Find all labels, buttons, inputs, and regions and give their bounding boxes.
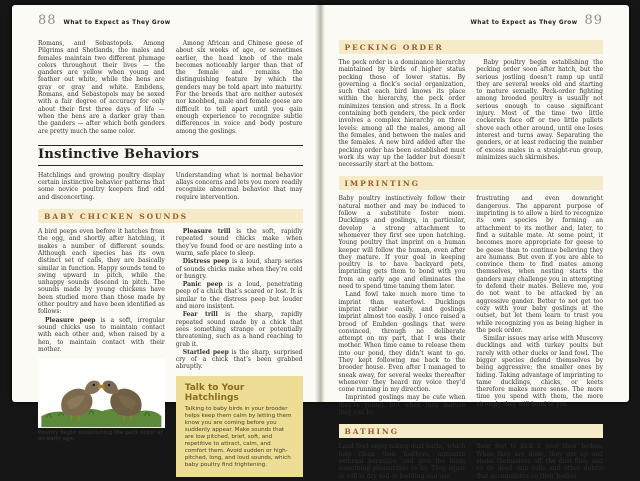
pecking-order-columns [339,59,604,169]
callout-title: Talk to Your Hatchlings [184,382,245,403]
paragraph: Baby poultry begin establishing the pecking order soon after hatch, but the serious jostling doesn’t ramp up until they are several weeks old and starting to mature sexually. Peck-order fighting among brooded poultry is usually not serious enough to cause significant injury. Most of the time two little cockerels face off or two little pullets shove each other around, until one loses interest and turns away. Separating the genders, or at least reducing the number of excess males in a straight-run group, minimizes such skirmishes. [476,59,603,161]
section-intro-columns [38,172,303,202]
sound-term: Pleasure peep [45,316,96,324]
column [38,172,165,202]
paragraph: Similar issues may arise with Muscovy ducklings and with turkey poults but rarely with other ducks or land fowl. The bigger species defend themselves by being aggressive; the smaller ones by hiding. Taking advantage of imprinting to tame ducklings, chicks, or keets therefore makes more sense. The more time you spend with them, the more strongly they will bond to you. [476,335,603,408]
paragraph: Among African and Chinese geese of about six weeks of age, or sometimes earlier, the head knob of the male becomes noticeably larger than that of the female and remains the distinguishing feature by which the genders may be told apart into maturity. For the breeds that are neither autosex nor knobbed, male and female geese are difficult to tell apart until you gain enough experience to recognize subtle differences in voice and body posture among the goslings. [175,40,303,135]
page-number: 88 [38,13,57,28]
column [38,228,165,477]
paragraph: Imprinted goslings may be cute when they’re young, but when they mature they can be [338,394,466,417]
sound-def-text: is the sharp, surprised cry of a chick that’s been grabbed abruptly. [175,348,303,371]
sound-def-text: is the sharp, rapidly repeated sound made by a chick that sees something strange or potentially threatening, such as a hand reaching to grab it. [175,311,303,348]
page-88 [12,5,315,468]
paragraph: Hatchlings and growing poultry display certain instinctive behavior patterns that some novice poultry keepers find odd and disconcerting. [38,171,165,201]
sound-term: Distress peep [182,258,230,266]
subsection-bar-bathing: BATHING [339,424,604,438]
photo-caption: Poultry begin establishing the peck order at an early age. [38,430,163,443]
paragraph: The peck order is a dominance hierarchy maintained by birds of higher status pecking those of lower status. By governing a flock’s social organization, such that each bird knows its place within the hierarchy, the peck order minimizes tension and stress. In a flock containing both genders, the peck order involves a complex hierarchy on three levels: among all the males, among all the females, and between the males and the females. A new bird added after the pecking order has been established must work its way up the ladder but doesn’t necessarily start at the bottom. [338,59,466,169]
column [176,228,303,477]
sound-term: Panic peep [182,281,223,289]
section-heading-rule [38,145,303,166]
page-89 [325,5,630,480]
sound-term: Pleasure trill [182,228,231,236]
sound-definition [176,311,303,347]
paragraph: their feet to kick it over their bodies. When they are done, they get up and shake themselves off, the dust flies, and so do dead skin cells and other debris that accumulates on their bodies. [476,443,603,480]
paragraph: Land fowl take much more time to imprint than waterfowl. Ducklings imprint rather easily, and goslings imprint almost too easily. I once raised a brood of Embden goslings that were convinced, through no deliberate attempt on my part, that I was their mother. When time came to release them into our pond, they didn’t want to go. They kept following me back to the brooder house. Even after I managed to sneak away, for several weeks thereafter whenever they heard my voice they’d come running in my direction. [338,291,466,394]
column [476,443,603,480]
callout-body: Talking to baby birds in your brooder helps keep them calm by letting them know you are coming before you suddenly appear. Make sounds that are low pitched, brief, soft, and repetitive to attract, calm, and comfort them. Avoid sudden or high-pitched, long, and loud sounds, which baby poultry find frightening. [184,405,292,468]
sound-def-text: is a loud, sharp series of sounds chicks make when they’re cold or hungry. [175,258,303,280]
paragraph: Understanding what is normal behavior allays concerns and lets you more readily recognize abnormal behavior that may require intervention. [175,171,303,201]
subsection-bar-imprinting: IMPRINTING [339,176,604,190]
paragraph: Baby poultry instinctively follow their natural mother and may be induced to follow a substitute foster mom. Ducklings and goslings, in particular, develop a strong attachment to whomever they first see upon hatching. Young poultry that imprint on a human keeper will follow the human, even after they mature. If your goal in keeping poultry is to have backyard pets, imprinting gets them to bond with you from an early age and eliminates the need to spend time taming them later. [338,195,466,291]
subsection-bar-pecking-order: PECKING ORDER [339,40,604,54]
sound-definition [176,281,303,310]
sound-term: Startled peep [182,348,229,356]
bathing-columns [339,443,604,480]
sound-term: Fear trill [182,311,218,319]
sound-def-text: is a loud, penetrating peep of a chick that’s scared or lost. It is similar to the distress peep but louder and more insistent. [175,281,303,311]
column [339,195,466,417]
running-head-left [38,14,303,27]
column [176,172,303,202]
column [339,59,466,169]
column [476,59,603,169]
subsection-bar-baby-chicken-sounds: BABY CHICKEN SOUNDS [38,209,303,223]
open-book [12,5,629,480]
sound-definition [176,349,303,371]
column [176,40,303,136]
sounds-columns [38,228,303,477]
callout-talk-to-your-hatchlings [176,376,303,477]
imprinting-columns [339,195,604,417]
page-number: 89 [584,13,603,28]
running-head-title: What to Expect as They Grow [470,20,578,26]
sound-definition [176,258,303,280]
paragraph: A bird peeps even before it hatches from the egg, and shortly after hatching, it makes a number of different sounds. Although each species has its own distinct set of calls, they are basically similar in function. Happy sounds tend to swing upward in pitch, while the unhappy sounds descend in pitch. The sounds made by young chickens have been studied more than those made by other poultry and have been identified as follows: [38,228,165,316]
column [339,443,466,480]
section-title: Instinctive Behaviors [38,146,200,162]
running-head-title: What to Expect as They Grow [63,20,171,26]
page-gutter [315,5,325,402]
ducklings-figure [38,358,165,442]
column [476,195,603,417]
sound-def-text: is the soft, rapidly repeated sound chicks make when they’ve found food or are nestling into a warm, safe place to sleep. [175,228,303,257]
paragraph: frustrating and even downright dangerous. The apparent purpose of imprinting is to allow a bird to recognize its own species by forming an attachment to its mother and, later, to find a suitable mate. At some point, it becomes more appropriate for geese to be geese than to continue believing they are humans. But even if you are able to convince them to find mates among themselves, when nesting starts the ganders may challenge you in attempting to defend their mates. Believe me, you do not want to be attacked by an aggressive gander. Better to not get too cozy with your baby goslings at the outset, but let them learn to trust you while recognizing you as being higher in the peck order. [476,195,603,334]
intro-columns [38,40,303,136]
ducklings-photo [38,358,165,428]
sound-def-text: is a soft, irregular sound chicks use to maintain contact with each other and, when raised by a hen, to maintain contact with their mother. [38,316,165,353]
column [38,40,165,136]
paragraph: Romans, and Sebastopols. Among Pilgrims and Shetlands, the males and females maintain two different plumage colors throughout their lives — the ganders are yellow when young and feather out white, while the hens are gray or gray and white. Embdens, Romans, and Sebastopols may be sexed with a fair degree of accuracy for only about their first three days of life — when the hens are a darker gray than the ganders — after which both genders are pretty much the same color. [38,40,165,135]
running-head-right [339,14,604,27]
sound-definition [176,228,303,257]
sound-definition [38,317,165,353]
paragraph: Land fowl enjoy taking dust baths, which help clean their feathers, minimize external parasites, and give the birds something pleasurable to do. They squat or roll in dry soil or bedding and use [338,443,466,480]
